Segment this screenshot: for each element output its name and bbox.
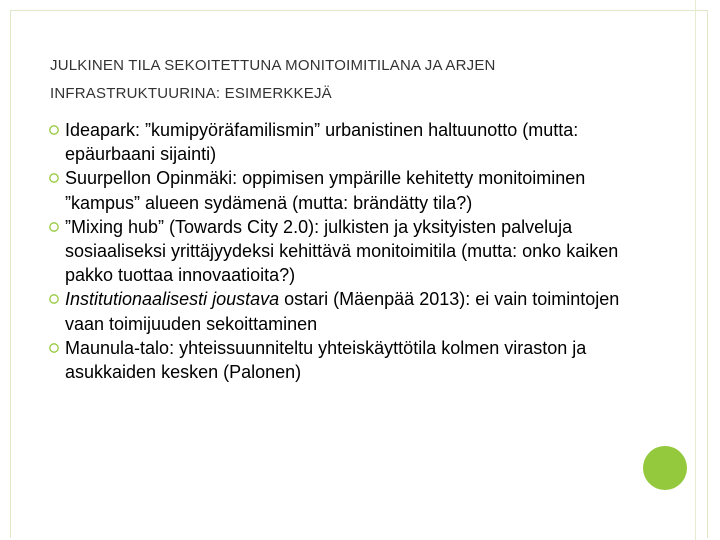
bullet-text	[65, 168, 585, 212]
circle-outline-icon	[48, 336, 60, 360]
bullet-item	[48, 336, 628, 384]
circle-outline-icon	[48, 118, 60, 142]
bullet-item	[48, 215, 628, 288]
slide-title	[50, 52, 670, 108]
bullet-body-text: Maunula-talo: yhteissuunniteltu yhteiskäyttötila kolmen viraston ja asukkaiden kesken (Palonen)	[65, 337, 587, 383]
title-line-2: INFRASTRUKTUURINA: ESIMERKKEJÄ	[50, 85, 332, 102]
bullet-item	[48, 118, 628, 166]
bullet-item	[48, 166, 628, 214]
bullet-list	[48, 118, 628, 384]
bullet-item	[48, 287, 628, 335]
bullet-body-text: ”Mixing hub” (Towards City 2.0): julkisten ja yksityisten palveluja sosiaaliseksi yrittäjyydeksi kehittävä monitoimitila (mutta: onko kaiken pakko tuottaa innovaatioita?)	[65, 216, 619, 286]
bullet-body-text: Ideapark: ”kumipyöräfamilismin” urbanistinen haltuunotto (mutta: epäurbaani sijainti)	[65, 120, 579, 165]
title-line-1: JULKINEN TILA SEKOITETTUNA MONITOIMITILANA JA ARJEN	[50, 57, 496, 74]
green-circle-icon	[643, 446, 687, 490]
frame-right-line	[695, 0, 696, 540]
bullet-text	[65, 120, 578, 164]
bullet-italic-text: Institutionaalisesti joustava	[65, 289, 280, 310]
bullet-body-text: Suurpellon Opinmäki: oppimisen ympärille kehitetty monitoiminen ”kampus” alueen sydämenä (mutta: brändätty tila?)	[65, 168, 586, 213]
bullet-text	[65, 338, 586, 382]
bullet-text	[65, 289, 619, 333]
circle-outline-icon	[48, 215, 60, 239]
bullet-body-text: ostari (Mäenpää 2013): ei vain toimintojen vaan toimijuuden sekoittaminen	[65, 289, 620, 334]
bullet-text	[65, 217, 618, 285]
circle-outline-icon	[48, 166, 60, 190]
circle-outline-icon	[48, 287, 60, 311]
